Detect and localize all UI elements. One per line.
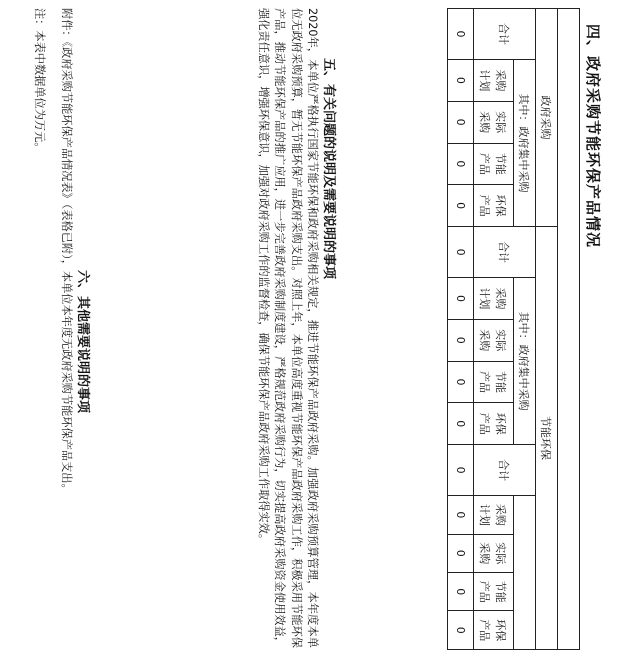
hdr-b-sub: 其中：政府集中采购 (514, 278, 536, 445)
col-c-3: 节能 产品 (474, 143, 514, 185)
col-a-3: 节能 产品 (474, 573, 514, 611)
hdr-a-total: 合计 (474, 445, 536, 496)
val-3: 0 (448, 101, 474, 143)
col-b-4: 环保 产品 (474, 403, 514, 445)
hdr-a-sub (514, 496, 536, 650)
col-a-1: 采购 计划 (474, 496, 514, 534)
section5-paragraph: 2020年，本单位严格执行国家节能环保和政府采购相关规定，推进节能环保产品政府采购。加强政府采购预算管理，本年度本单位无政府采购预算，暂无节能环保产品政府采购支出。对照上年，本单位高度重视节能环保产品政府采购工作，积极采用节能环保产品，推动节能环保产品的推广应用，进一步完善政府采购制度建设，严格规范政府采购行为，切实提高政府采购资金使用效益，强化责任意识，增强环保意识，加强对政府采购工作的监督检查，确保节能环保产品政府采购工作取得实效。 (257, 8, 319, 648)
col-c-1: 采购 计划 (474, 60, 514, 102)
val-11: 0 (448, 445, 474, 496)
section4-title: 四、政府采购节能环保产品情况 (584, 24, 602, 249)
hdr-c-sub: 其中：政府集中采购 (514, 60, 536, 227)
val-12: 0 (448, 496, 474, 534)
val-8: 0 (448, 319, 474, 361)
section5-title: 五、有关问题的说明及需要说明的事项 (321, 58, 336, 280)
col-c-4: 环保 产品 (474, 185, 514, 227)
hdr-b-total: 合计 (474, 227, 536, 278)
hdr-group-b: 节能环保 (536, 227, 558, 650)
val-10: 0 (448, 403, 474, 445)
col-b-2: 实际 采购 (474, 319, 514, 361)
val-15: 0 (448, 611, 474, 650)
val-4: 0 (448, 143, 474, 185)
val-5: 0 (448, 185, 474, 227)
section6-note: 注：本表中数据单位为万元。 (33, 8, 46, 154)
section6-title: 六、其他需要说明的事项 (75, 270, 90, 414)
col-c-2: 实际 采购 (474, 101, 514, 143)
col-b-1: 采购 计划 (474, 278, 514, 320)
val-6: 0 (448, 227, 474, 278)
col-b-3: 节能 产品 (474, 361, 514, 403)
hdr-c-total: 合计 (474, 9, 536, 60)
val-2: 0 (448, 60, 474, 102)
val-7: 0 (448, 278, 474, 320)
val-14: 0 (448, 573, 474, 611)
val-9: 0 (448, 361, 474, 403)
hdr-group-c: 政府采购 (536, 9, 558, 227)
col-a-2: 实际 采购 (474, 534, 514, 572)
val-1: 0 (448, 9, 474, 60)
col-a-4: 环保 产品 (474, 611, 514, 650)
section6-paragraph: 附件：《政府采购节能环保产品情况表》（表格已附），本单位本年度无政府采购节能环保产品支出。 (60, 8, 73, 495)
table-header-top (558, 9, 580, 650)
green-procurement-table (447, 8, 580, 650)
val-13: 0 (448, 534, 474, 572)
